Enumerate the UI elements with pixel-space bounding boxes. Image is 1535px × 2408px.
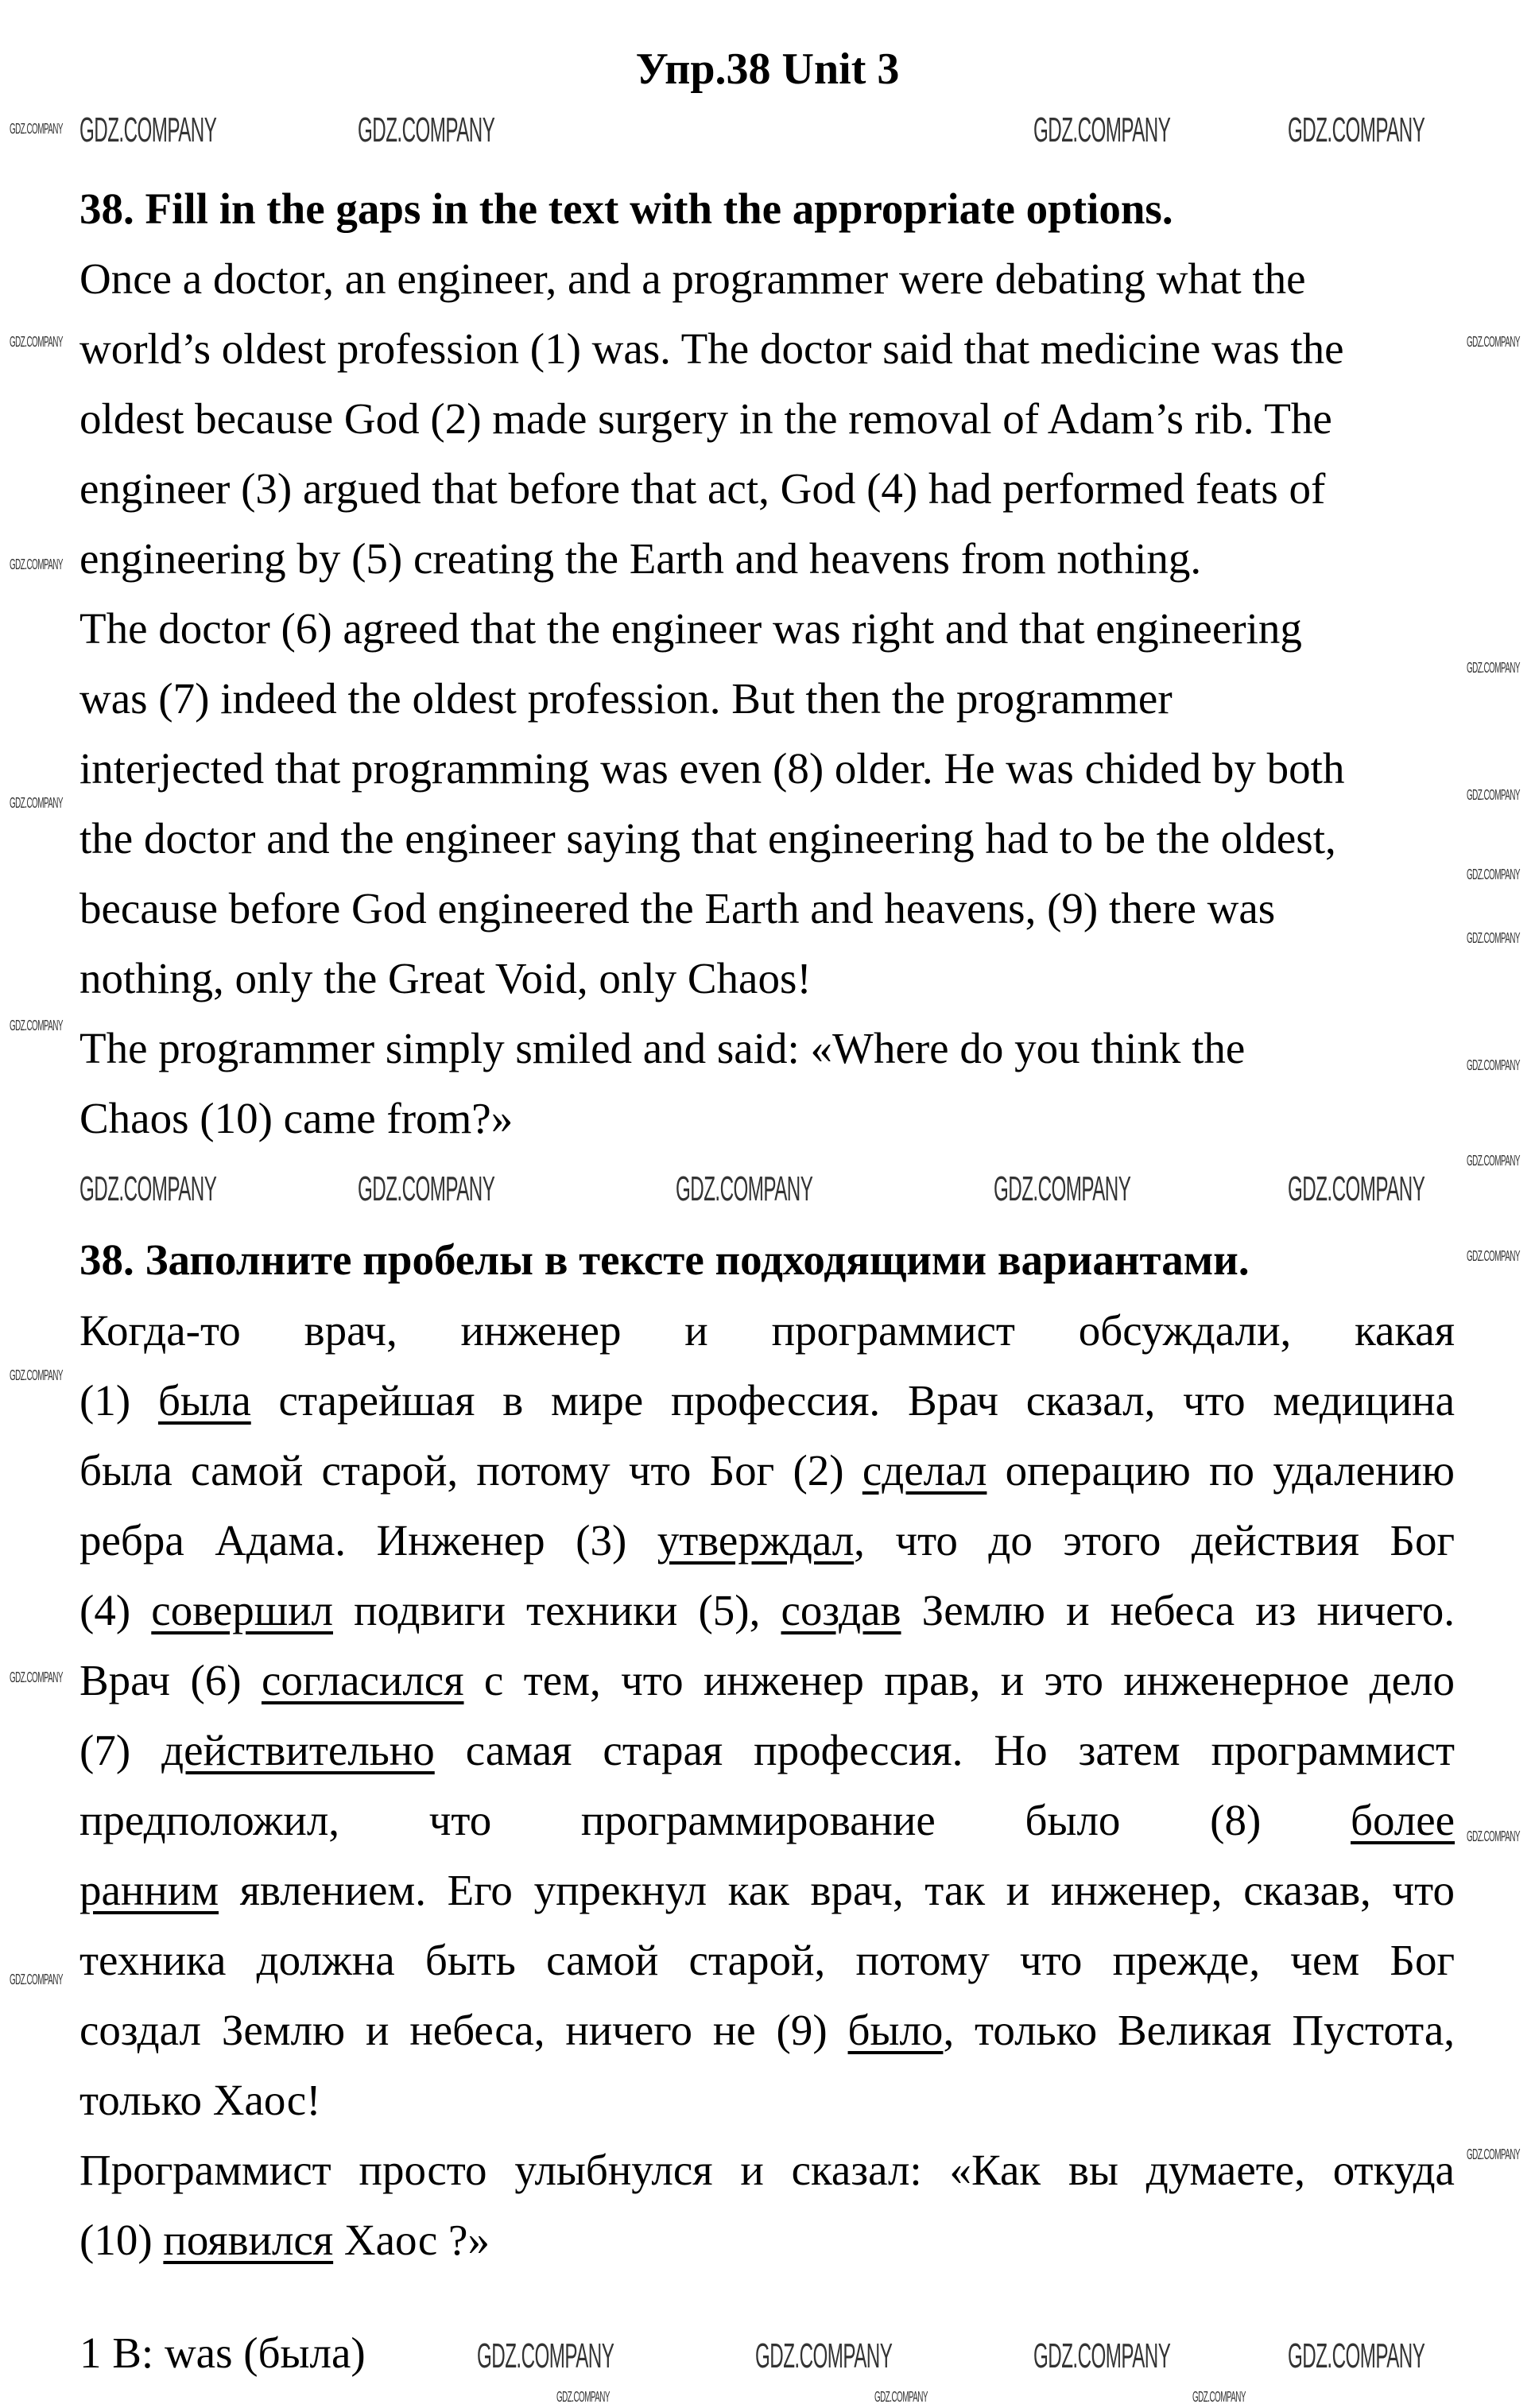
russian-line-text [79,1716,1455,1786]
watermark: GDZ.COMPANY [1033,111,1171,149]
russian-line [79,1366,1455,1436]
text-segment: Когда-то врач, инженер и программист обсуждали, какая [79,1306,1455,1355]
russian-heading: 38. Заполните пробелы в тексте подходящими вариантами. [79,1235,1250,1284]
text-segment: Программист просто улыбнулся и сказал: «Как вы думаете, откуда [79,2146,1455,2194]
text-segment: Врач (6) [79,1656,262,1704]
english-line [79,664,1455,734]
watermark: GDZ.COMPANY [477,2336,614,2375]
text-segment: подвиги техники (5), [333,1586,781,1634]
watermark: GDZ.COMPANY [755,2336,893,2375]
watermark: GDZ.COMPANY [1467,787,1520,803]
english-line-text: engineer (3) argued that before that act, God (4) had performed feats of [79,464,1326,513]
watermark: GDZ.COMPANY [10,334,63,350]
watermark: GDZ.COMPANY [358,1169,495,1208]
english-line-text: nothing, only the Great Void, only Chaos! [79,954,812,1002]
watermark: GDZ.COMPANY [874,2389,928,2405]
page-title: Упр.38 Unit 3 [635,45,900,94]
answer-word: сделал [862,1446,987,1495]
answer-word: более [1351,1796,1456,1844]
text-segment: операцию по удалению [987,1446,1455,1495]
russian-line [79,1995,1455,2065]
text-segment: явлением. Его упрекнул как врач, так и инженер, сказав, что [219,1866,1455,1914]
russian-line-text [79,1576,1455,1646]
english-line [79,734,1455,804]
watermark: GDZ.COMPANY [1288,2336,1425,2375]
answer-word: ранним [79,1866,219,1914]
english-line-text: was (7) indeed the oldest profession. But then the programmer [79,674,1173,723]
watermark: GDZ.COMPANY [676,1169,813,1208]
watermark: GDZ.COMPANY [79,111,217,149]
english-line [79,524,1455,594]
text-segment: (10) [79,2216,164,2264]
english-line-text: engineering by (5) creating the Earth and heavens from nothing. [79,534,1202,583]
text-segment: (4) [79,1586,152,1634]
watermark: GDZ.COMPANY [10,1669,63,1685]
watermark: GDZ.COMPANY [994,1169,1131,1208]
english-line-text: The doctor (6) agreed that the engineer was right and that engineering [79,604,1302,653]
english-line [79,244,1455,314]
watermark: GDZ.COMPANY [1192,2389,1246,2405]
watermark: GDZ.COMPANY [1288,1169,1425,1208]
watermark: GDZ.COMPANY [1288,111,1425,149]
watermark: GDZ.COMPANY [1467,1153,1520,1169]
watermark: GDZ.COMPANY [1467,930,1520,946]
russian-line [79,1296,1455,1366]
watermark: GDZ.COMPANY [1467,1828,1520,1844]
english-line-text: Chaos (10) came from?» [79,1094,514,1142]
answer-word: утверждал [657,1516,855,1565]
english-text [79,244,1455,1154]
english-line-text: Once a doctor, an engineer, and a programmer were debating what the [79,254,1306,303]
text-segment: (7) [79,1726,162,1774]
answer-word: совершил [151,1586,333,1634]
russian-line-text [79,1366,1455,1436]
russian-line [79,1786,1455,1855]
answer-word: появился [163,2216,334,2264]
watermark: GDZ.COMPANY [556,2389,610,2405]
text-segment: старейшая в мире профессия. Врач сказал, что медицина [250,1376,1456,1425]
text-segment: ребра Адама. Инженер (3) [79,1516,657,1565]
text-segment: предположил, что программирование было (8) [79,1796,1351,1844]
answer: 1 B: was (была) [79,2329,366,2377]
text-segment: Землю и небеса из ничего. [901,1586,1455,1634]
russian-line [79,1436,1455,1506]
watermark: GDZ.COMPANY [358,111,495,149]
russian-line-text [79,2065,321,2135]
watermark: GDZ.COMPANY [1467,334,1520,350]
text-segment: (1) [79,1376,158,1425]
english-line [79,594,1455,664]
watermark: GDZ.COMPANY [79,1169,217,1208]
english-line-text: oldest because God (2) made surgery in the removal of Adam’s rib. The [79,394,1332,443]
english-line-text: world’s oldest profession (1) was. The doctor said that medicine was the [79,324,1344,373]
russian-line [79,1855,1455,1925]
russian-line [79,2135,1455,2205]
english-line [79,314,1455,384]
english-line [79,384,1455,454]
watermark: GDZ.COMPANY [10,1972,63,1987]
russian-line-text [79,1646,1455,1716]
russian-line [79,1576,1455,1646]
russian-line-text [79,1506,1455,1576]
russian-line-text [79,1995,1455,2065]
russian-line [79,1925,1455,1995]
russian-line [79,2205,1455,2275]
watermark: GDZ.COMPANY [10,121,63,137]
russian-line [79,1646,1455,1716]
text-segment: только Хаос! [79,2076,321,2124]
english-line [79,1014,1455,1084]
english-line [79,804,1455,874]
russian-line-text [79,1786,1455,1855]
text-segment: Хаос ?» [333,2216,490,2264]
english-line [79,1084,1455,1154]
english-line-text: the doctor and the engineer saying that engineering had to be the oldest, [79,814,1336,863]
russian-line [79,1506,1455,1576]
watermark: GDZ.COMPANY [1467,660,1520,676]
text-segment: техника должна быть самой старой, потому что прежде, чем Бог [79,1936,1455,1984]
watermark: GDZ.COMPANY [1467,2146,1520,2162]
english-line [79,454,1455,524]
watermark: GDZ.COMPANY [10,1367,63,1383]
russian-line-text [79,1296,1455,1366]
english-heading: 38. Fill in the gaps in the text with the appropriate options. [79,184,1173,233]
russian-line-text [79,1436,1455,1506]
text-segment: была самой старой, потому что Бог (2) [79,1446,862,1495]
watermark: GDZ.COMPANY [1467,1248,1520,1264]
answer-word: была [157,1376,251,1425]
answer-word: создав [781,1586,901,1634]
english-line-text: because before God engineered the Earth and heavens, (9) there was [79,884,1276,933]
russian-line-text [79,1925,1455,1995]
russian-line-text [79,1855,1455,1925]
english-line-text: interjected that programming was even (8) older. He was chided by both [79,744,1345,793]
english-line-text: The programmer simply smiled and said: «Where do you think the [79,1024,1246,1072]
russian-line [79,1716,1455,1786]
answer-word: согласился [261,1656,464,1704]
text-segment: создал Землю и небеса, ничего не (9) [79,2006,848,2054]
text-segment: , что до этого действия Бог [854,1516,1455,1565]
russian-line-text [79,2205,490,2275]
text-segment: с тем, что инженер прав, и это инженерное дело [463,1656,1455,1704]
russian-text [79,1296,1455,2275]
watermark: GDZ.COMPANY [1033,2336,1171,2375]
watermark: GDZ.COMPANY [10,556,63,572]
english-line [79,944,1455,1014]
text-segment: самая старая профессия. Но затем программист [434,1726,1455,1774]
russian-line-text [79,2135,1455,2205]
russian-line [79,2065,1455,2135]
answer-word: было [847,2006,944,2054]
watermark: GDZ.COMPANY [1467,867,1520,882]
english-line [79,874,1455,944]
text-segment: , только Великая Пустота, [943,2006,1455,2054]
answer-word: действительно [161,1726,435,1774]
watermark: GDZ.COMPANY [10,1018,63,1033]
watermark: GDZ.COMPANY [10,795,63,811]
watermark: GDZ.COMPANY [1467,1057,1520,1073]
